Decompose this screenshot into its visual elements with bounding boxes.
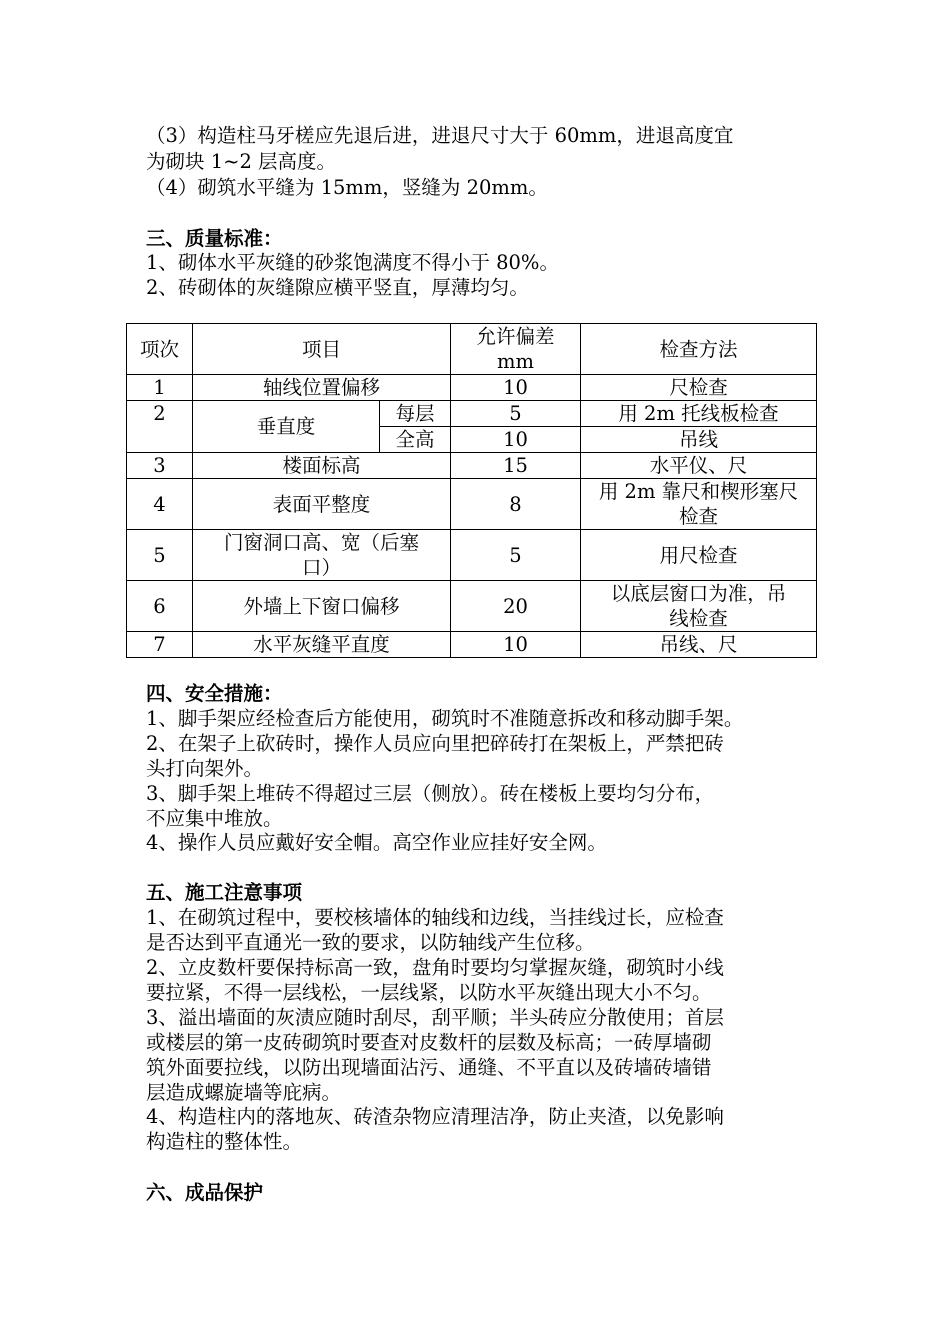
- notes-line-10: 构造柱的整体性。: [146, 1130, 303, 1153]
- cell-no: 2: [127, 401, 193, 453]
- cell-method-line-2: 线检查: [669, 607, 728, 630]
- table-row: [127, 453, 817, 479]
- cell-method-line-2: 检查: [679, 505, 719, 528]
- header-tolerance: [451, 324, 581, 375]
- cell-tolerance: 10: [451, 427, 581, 453]
- cell-no: 7: [127, 632, 193, 658]
- safety-line-6: 4、操作人员应戴好安全帽。高空作业应挂好安全网。: [146, 831, 607, 854]
- safety-line-4: 3、脚手架上堆砖不得超过三层（侧放）。砖在楼板上要均匀分布，: [146, 782, 715, 805]
- safety-heading: 四、安全措施：: [146, 682, 283, 705]
- cell-item-line-2: 口）: [302, 556, 342, 579]
- notes-line-5: 3、溢出墙面的灰渍应随时刮尽，刮平顺；半头砖应分散使用；首层: [146, 1006, 724, 1029]
- cell-no: 4: [127, 479, 193, 530]
- protection-heading: 六、成品保护: [146, 1181, 264, 1204]
- safety-line-5: 不应集中堆放。: [146, 807, 283, 830]
- cell-tolerance: 5: [451, 530, 581, 581]
- quality-item-1: 1、砌体水平灰缝的砂浆饱满度不得小于 80%。: [146, 251, 559, 274]
- cell-method-line-1: 以底层窗口为准，吊: [610, 582, 787, 605]
- cell-no: 6: [127, 581, 193, 632]
- intro-line-3: （4）砌筑水平缝为 15mm，竖缝为 20mm。: [146, 176, 548, 199]
- cell-item: 垂直度: [193, 401, 380, 453]
- notes-line-6: 或楼层的第一皮砖砌筑时要查对皮数杆的层数及标高；一砖厚墙砌: [146, 1031, 712, 1054]
- cell-subitem: 每层: [380, 401, 451, 427]
- notes-line-1: 1、在砌筑过程中，要校核墙体的轴线和边线，当挂线过长，应检查: [146, 906, 724, 929]
- notes-line-8: 层造成螺旋墙等庇病。: [146, 1081, 342, 1104]
- cell-item: 楼面标高: [193, 453, 451, 479]
- notes-line-4: 要拉紧，不得一层线松，一层线紧，以防水平灰缝出现大小不匀。: [146, 981, 712, 1004]
- quality-tolerance-table: [126, 323, 817, 658]
- intro-line-2: 为砌块 1~2 层高度。: [146, 150, 337, 173]
- cell-tolerance: 10: [451, 375, 581, 401]
- cell-item-line-1: 门窗洞口高、宽（后塞: [224, 531, 420, 554]
- table-row: [127, 401, 817, 427]
- quality-item-2: 2、砖砌体的灰缝隙应横平竖直，厚薄均匀。: [146, 276, 529, 299]
- cell-tolerance: 8: [451, 479, 581, 530]
- cell-tolerance: 15: [451, 453, 581, 479]
- table-header-row: [127, 324, 817, 375]
- table-row: [127, 375, 817, 401]
- notes-line-9: 4、构造柱内的落地灰、砖渣杂物应清理洁净，防止夹渣，以免影响: [146, 1105, 724, 1128]
- table-row: [127, 530, 817, 581]
- cell-method: [581, 479, 817, 530]
- cell-no: 1: [127, 375, 193, 401]
- header-item: 项目: [193, 324, 451, 375]
- cell-item: 表面平整度: [193, 479, 451, 530]
- intro-line-1: （3）构造柱马牙槎应先退后进，进退尺寸大于 60mm，进退高度宜: [146, 124, 734, 147]
- cell-subitem: 全高: [380, 427, 451, 453]
- cell-method: 用 2m 托线板检查: [581, 401, 817, 427]
- notes-line-2: 是否达到平直通光一致的要求，以防轴线产生位移。: [146, 931, 595, 954]
- table-row: [127, 581, 817, 632]
- header-method: 检查方法: [581, 324, 817, 375]
- notes-heading: 五、施工注意事项: [146, 881, 303, 904]
- cell-no: 3: [127, 453, 193, 479]
- cell-method: [581, 581, 817, 632]
- cell-method: 用尺检查: [581, 530, 817, 581]
- cell-method: 尺检查: [581, 375, 817, 401]
- cell-method: 吊线、尺: [581, 632, 817, 658]
- cell-tolerance: 20: [451, 581, 581, 632]
- cell-item: 外墙上下窗口偏移: [193, 581, 451, 632]
- header-tolerance-line-2: mm: [497, 350, 534, 373]
- header-tolerance-line-1: 允许偏差: [476, 325, 555, 348]
- cell-method: 吊线: [581, 427, 817, 453]
- table-row: [127, 632, 817, 658]
- cell-tolerance: 10: [451, 632, 581, 658]
- safety-line-1: 1、脚手架应经检查后方能使用，砌筑时不准随意拆改和移动脚手架。: [146, 707, 744, 730]
- quality-heading: 三、质量标准：: [146, 227, 283, 250]
- cell-item: 轴线位置偏移: [193, 375, 451, 401]
- header-no: 项次: [127, 324, 193, 375]
- cell-item: 水平灰缝平直度: [193, 632, 451, 658]
- notes-line-3: 2、立皮数杆要保持标高一致，盘角时要均匀掌握灰缝，砌筑时小线: [146, 956, 724, 979]
- safety-line-3: 头打向架外。: [146, 757, 264, 780]
- cell-method-line-1: 用 2m 靠尺和楔形塞尺: [598, 480, 799, 503]
- table-row: [127, 479, 817, 530]
- safety-line-2: 2、在架子上砍砖时，操作人员应向里把碎砖打在架板上，严禁把砖: [146, 732, 724, 755]
- notes-line-7: 筑外面要拉线，以防出现墙面沾污、通缝、不平直以及砖墙砖墙错: [146, 1056, 712, 1079]
- cell-item: [193, 530, 451, 581]
- cell-no: 5: [127, 530, 193, 581]
- cell-method: 水平仪、尺: [581, 453, 817, 479]
- cell-tolerance: 5: [451, 401, 581, 427]
